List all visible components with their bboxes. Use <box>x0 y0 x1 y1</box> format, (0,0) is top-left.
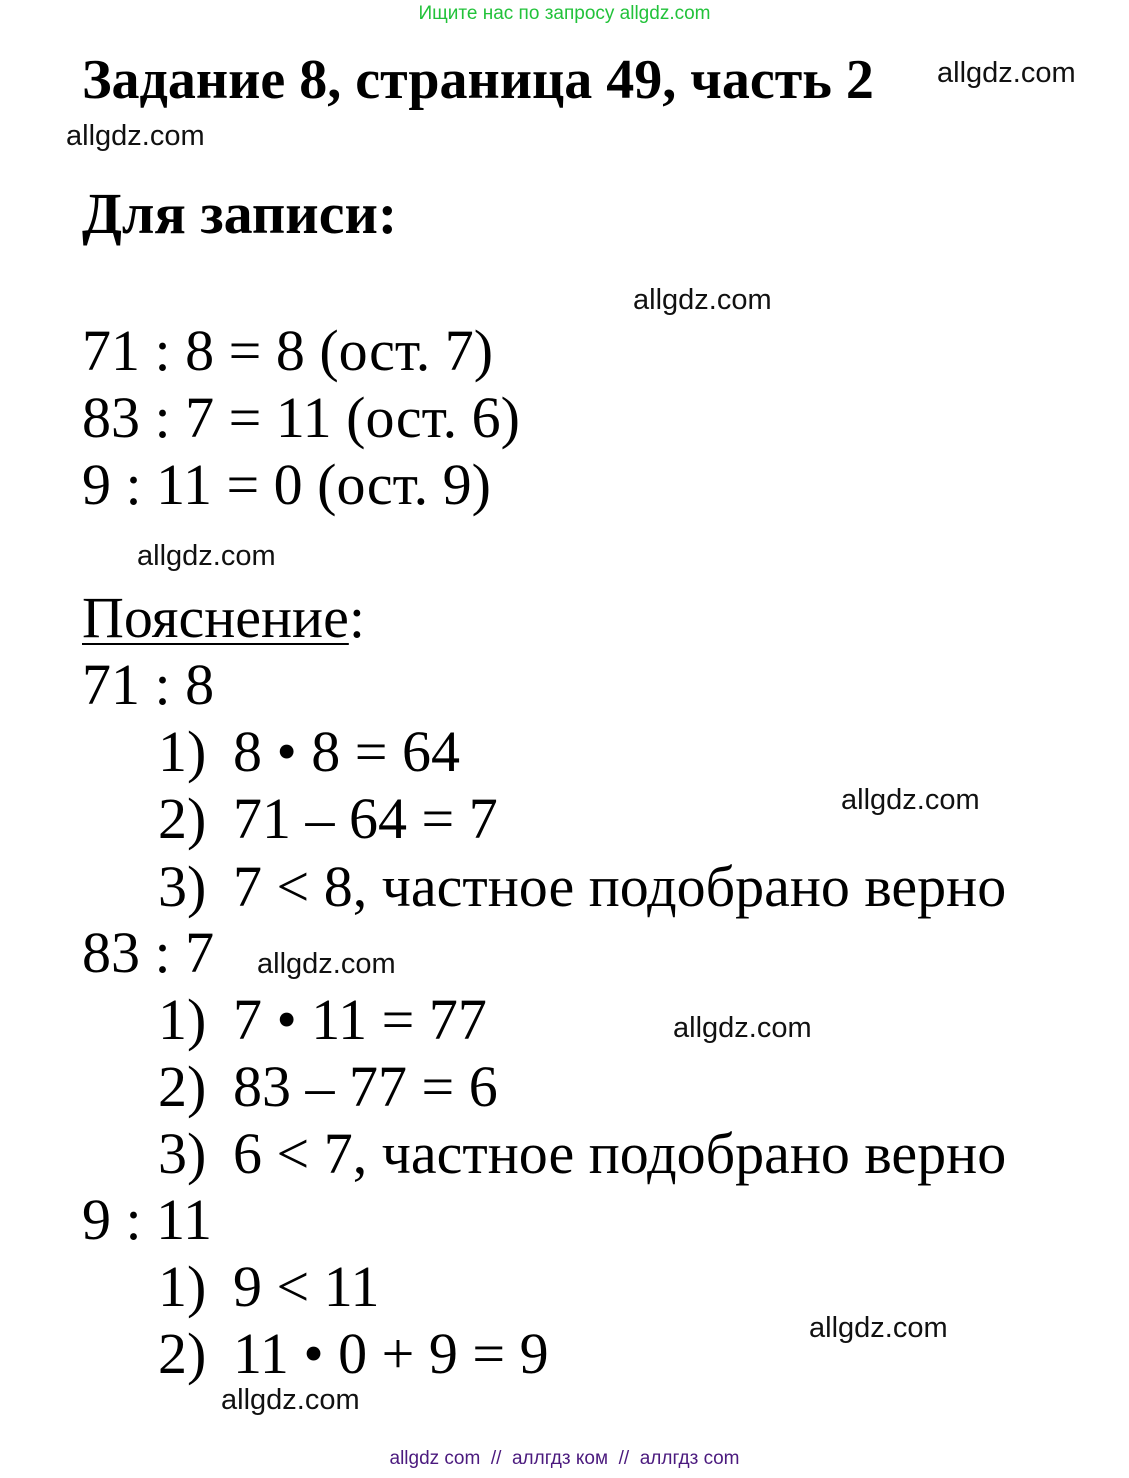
watermark: allgdz.com <box>66 120 205 152</box>
record-heading: Для записи: <box>82 181 398 246</box>
watermark: allgdz.com <box>257 948 396 980</box>
step-expression: 7 < 8, частное подобрано верно <box>233 854 1007 919</box>
top-banner: Ищите нас по запросу allgdz.com <box>418 3 711 24</box>
record-line: 71 : 8 = 8 (ост. 7) <box>82 318 494 383</box>
watermark: allgdz.com <box>809 1312 948 1344</box>
step-number: 2) <box>158 1054 207 1119</box>
step-expression: 83 – 77 = 6 <box>233 1054 498 1119</box>
step-expression: 6 < 7, частное подобрано верно <box>233 1121 1007 1186</box>
watermark: allgdz.com <box>221 1384 360 1416</box>
step-number: 2) <box>158 1321 207 1386</box>
step-number: 3) <box>158 854 207 919</box>
step-number: 1) <box>158 1254 207 1319</box>
footer: allgdz com // аллгдз ком // аллгдз com <box>389 1448 740 1469</box>
group-head: 83 : 7 <box>82 920 215 985</box>
step-expression: 9 < 11 <box>233 1254 380 1319</box>
record-line: 83 : 7 = 11 (ост. 6) <box>82 385 520 450</box>
watermark: allgdz.com <box>673 1012 812 1044</box>
step-number: 2) <box>158 786 207 851</box>
group-head: 9 : 11 <box>82 1187 212 1252</box>
page-title: Задание 8, страница 49, часть 2 <box>82 49 874 111</box>
explanation-heading <box>82 584 365 651</box>
step-number: 3) <box>158 1121 207 1186</box>
record-line: 9 : 11 = 0 (ост. 9) <box>82 452 491 517</box>
watermark: allgdz.com <box>633 284 772 316</box>
group-head: 71 : 8 <box>82 652 215 717</box>
step-expression: 8 • 8 = 64 <box>233 719 461 784</box>
explanation-heading-text: Пояснение <box>82 585 349 650</box>
watermark: allgdz.com <box>937 57 1076 89</box>
watermark: allgdz.com <box>137 540 276 572</box>
step-number: 1) <box>158 987 207 1052</box>
step-expression: 7 • 11 = 77 <box>233 987 487 1052</box>
watermark: allgdz.com <box>841 784 980 816</box>
explanation-colon: : <box>348 585 365 650</box>
step-number: 1) <box>158 719 207 784</box>
step-expression: 11 • 0 + 9 = 9 <box>233 1321 549 1386</box>
step-expression: 71 – 64 = 7 <box>233 786 498 851</box>
